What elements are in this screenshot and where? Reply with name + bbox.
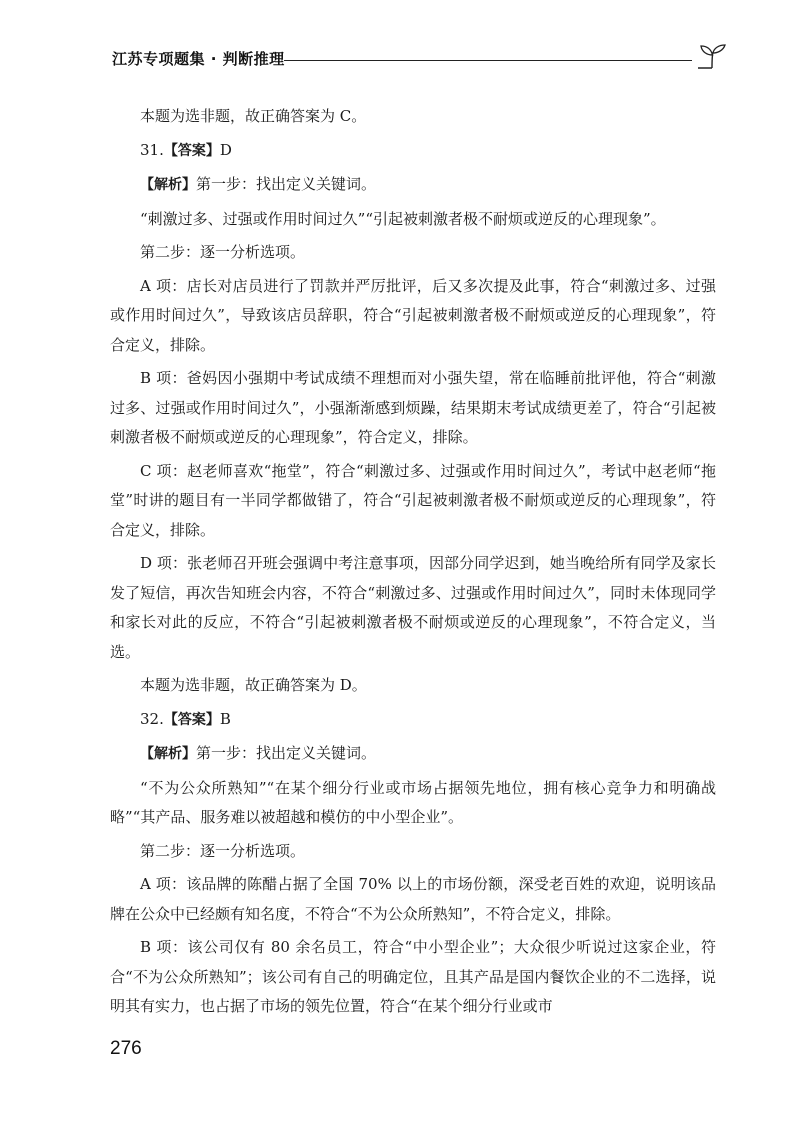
answer-explanations bbox=[110, 102, 716, 1026]
header-title: 江苏专项题集 · 判断推理 bbox=[112, 50, 285, 68]
analysis-label: 【解析】 bbox=[140, 746, 196, 762]
analysis-step1-31: 【解析】第一步：找出定义关键词。 bbox=[140, 175, 377, 193]
analysis-step2-32: 第二步：逐一分析选项。 bbox=[140, 841, 306, 860]
option-d-31: D 项：张老师召开班会强调中考注意事项，因部分同学迟到，她当晚给所有同学及家长发了短信，再次告知班会内容，不符合“刺激过多、过强或作用时间过久”，同时未体现同学和家长对此的反应，不符合“引起被刺激者极不耐烦或逆反的心理现象”，不符合定义，当选。 bbox=[110, 554, 716, 661]
header-rule bbox=[284, 60, 692, 61]
answer-value: B bbox=[219, 709, 231, 728]
answer-label: 【答案】 bbox=[163, 142, 220, 159]
option-c-31: C 项：赵老师喜欢“拖堂”，符合“刺激过多、过强或作用时间过久”，考试中赵老师“拖堂”时讲的题目有一半同学都做错了，符合“引起被刺激者极不耐烦或逆反的心理现象”，符合定义，排除。 bbox=[110, 461, 716, 539]
keywords-32: “不为公众所熟知”“在某个细分行业或市场占据领先地位，拥有核心竞争力和明确战略”“其产品、服务难以被超越和模仿的中小型企业”。 bbox=[110, 778, 716, 826]
option-b-32: B 项：该公司仅有 80 余名员工，符合“中小型企业”；大众很少听说过这家企业，符合“不为公众所熟知”；该公司有自己的明确定位，且其产品是国内餐饮企业的不二选择，说明其有实力，也占据了市场的领先位置，符合“在某个细分行业或市 bbox=[110, 938, 716, 1015]
question-number: 32. bbox=[140, 709, 164, 728]
running-header bbox=[112, 44, 722, 72]
analysis-step2-31: 第二步：逐一分析选项。 bbox=[140, 243, 306, 261]
answer-32 bbox=[110, 705, 716, 736]
conclusion-31: 本题为选非题，故正确答案为 D。 bbox=[140, 676, 367, 694]
answer-label: 【答案】 bbox=[163, 711, 220, 728]
conclusion-30: 本题为选非题，故正确答案为 C。 bbox=[140, 107, 367, 125]
option-b-31: B 项：爸妈因小强期中考试成绩不理想而对小强失望，常在临睡前批评他，符合“刺激过多、过强或作用时间过久”，小强渐渐感到烦躁，结果期末考试成绩更差了，符合“引起被刺激者极不耐烦或逆反的心理现象”，符合定义，排除。 bbox=[110, 369, 716, 446]
answer-value: D bbox=[219, 140, 232, 159]
answer-31 bbox=[110, 136, 716, 167]
question-number: 31. bbox=[140, 140, 164, 159]
analysis-step1-32: 【解析】第一步：找出定义关键词。 bbox=[140, 744, 377, 762]
option-a-32: A 项：该品牌的陈醋占据了全国 70% 以上的市场份额，深受老百姓的欢迎，说明该品牌在公众中已经颇有知名度，不符合“不为公众所熟知”，不符合定义，排除。 bbox=[110, 875, 716, 923]
analysis-label: 【解析】 bbox=[140, 177, 196, 193]
option-a-31: A 项：店长对店员进行了罚款并严厉批评，后又多次提及此事，符合“刺激过多、过强或作用时间过久”，导致该店员辞职，符合“引起被刺激者极不耐烦或逆反的心理现象”，符合定义，排除。 bbox=[110, 276, 716, 354]
sprout-icon bbox=[698, 44, 728, 70]
page-number: 276 bbox=[110, 1038, 142, 1059]
keywords-31: “刺激过多、过强或作用时间过久”“引起被刺激者极不耐烦或逆反的心理现象”。 bbox=[140, 209, 666, 228]
